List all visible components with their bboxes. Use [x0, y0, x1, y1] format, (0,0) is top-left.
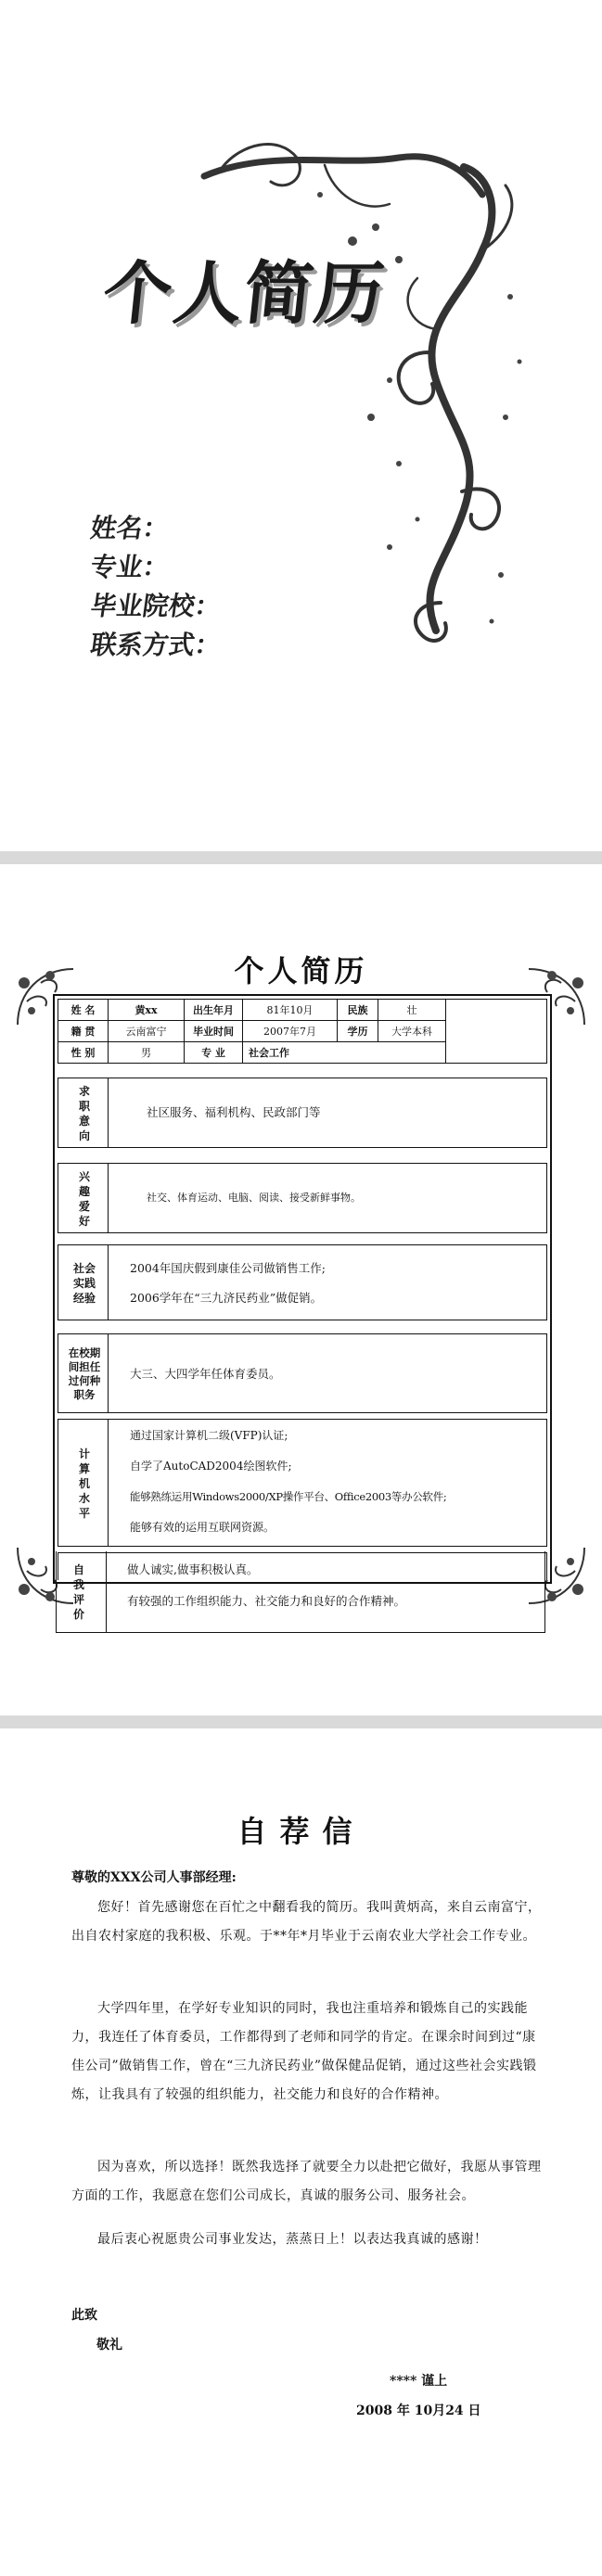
section-line: 做人诚实,做事积极认真。 [127, 1562, 259, 1576]
section-hobbies [58, 1163, 547, 1233]
photo-box [445, 999, 547, 1064]
cover-title: 个人简历 [98, 254, 390, 334]
resume-title: 个人简历 [234, 953, 368, 988]
letter-salutation: 尊敬的XXX公司人事部经理: [71, 1870, 237, 1885]
resume-table [53, 994, 552, 1584]
section-computer-skills [58, 1419, 547, 1547]
section-line: 大三、大四学年任体育委员。 [130, 1367, 281, 1381]
cover-field-major: 专业： [88, 552, 172, 582]
value-grad-time: 2007年7月 [242, 1020, 338, 1042]
letter-title: 自荐信 [237, 1814, 365, 1849]
value-education: 大学本科 [378, 1020, 446, 1042]
section-job-intention [58, 1078, 547, 1148]
section-line: 2004年国庆假到康佳公司做销售工作; [130, 1261, 327, 1275]
cover-letter-page [0, 1728, 602, 2576]
label-major: 专 业 [184, 1041, 243, 1064]
letter-date: 2008 年 10月24 日 [356, 2404, 481, 2418]
value-ethnicity: 壮 [378, 999, 446, 1021]
section-line: 通过国家计算机二级(VFP)认证; [130, 1429, 288, 1442]
section-line: 社交、体育运动、电脑、阅读、接受新鲜事物。 [147, 1192, 361, 1204]
letter-paragraph: 因为喜欢，所以选择！既然我选择了就要全力以赴把它做好，我愿从事管理方面的工作，我愿意在您们公司成长，真诚的服务公司、服务社会。 [71, 2160, 542, 2203]
value-name: 黄xx [108, 999, 185, 1021]
page-separator [0, 1715, 602, 1728]
page-separator [0, 851, 602, 864]
label-hometown: 籍 贯 [58, 1020, 109, 1042]
cover-field-contact: 联系方式： [88, 630, 224, 660]
section-line: 能够有效的运用互联网资源。 [130, 1521, 275, 1534]
section-line: 社区服务、福利机构、民政部门等 [147, 1105, 321, 1119]
section-line: 有较强的工作组织能力、社交能力和良好的合作精神。 [127, 1594, 406, 1608]
section-line: 2006学年在“三九济民药业”做促销。 [130, 1291, 323, 1305]
letter-closing-1: 此致 [71, 2308, 97, 2323]
letter-paragraph: 大学四年里，在学好专业知识的同时，我也注重培养和锻炼自己的实践能力，我连任了体育委员，工作都得到了老师和同学的肯定。在课余时间到过“康佳公司”做销售工作，曾在“三九济民药业”做保健品促销，通过这些社会实践锻炼，让我具有了较强的组织能力，社交能力和良好的合作精神。 [71, 2001, 537, 2102]
label-education: 学历 [337, 1020, 378, 1042]
value-major: 社会工作 [242, 1041, 446, 1064]
section-label: 兴趣爱好 [78, 1170, 90, 1228]
label-grad-time: 毕业时间 [184, 1020, 243, 1042]
floral-ornament-icon [186, 139, 538, 658]
section-label: 求职意向 [78, 1085, 90, 1142]
value-birth: 81年10月 [242, 999, 338, 1021]
section-line: 自学了AutoCAD2004绘图软件; [130, 1460, 292, 1473]
label-name: 姓 名 [58, 999, 109, 1021]
section-label: 社会实践经验 [72, 1262, 96, 1305]
section-label: 计算机水平 [78, 1447, 90, 1520]
section-social-practice [58, 1244, 547, 1320]
cover-field-school: 毕业院校： [88, 591, 224, 621]
cover-field-name: 姓名： [88, 513, 172, 543]
section-line: 能够熟练运用Windows2000/XP操作平台、Office2003等办公软件; [130, 1490, 447, 1503]
value-hometown: 云南富宁 [108, 1020, 185, 1042]
section-label: 自我评价 [72, 1563, 84, 1621]
label-ethnicity: 民族 [337, 999, 378, 1021]
label-gender: 性 别 [58, 1041, 109, 1064]
section-label: 在校期间担任过何种职务 [68, 1346, 101, 1401]
letter-paragraph: 最后衷心祝愿贵公司事业发达，蒸蒸日上！以表达我真诚的感谢！ [97, 2232, 488, 2247]
letter-paragraph: 您好！首先感谢您在百忙之中翻看我的简历。我叫黄炳高，来自云南富宁，出自农村家庭的我积极、乐观。于**年*月毕业于云南农业大学社会工作专业。 [71, 1900, 542, 1944]
section-school-position [58, 1333, 547, 1413]
value-gender: 男 [108, 1041, 185, 1064]
cover-page [0, 0, 602, 851]
resume-page [0, 864, 602, 1715]
letter-closing-2: 敬礼 [96, 2338, 122, 2353]
label-birth: 出生年月 [184, 999, 243, 1021]
letter-signature: **** 谨上 [390, 2374, 448, 2389]
